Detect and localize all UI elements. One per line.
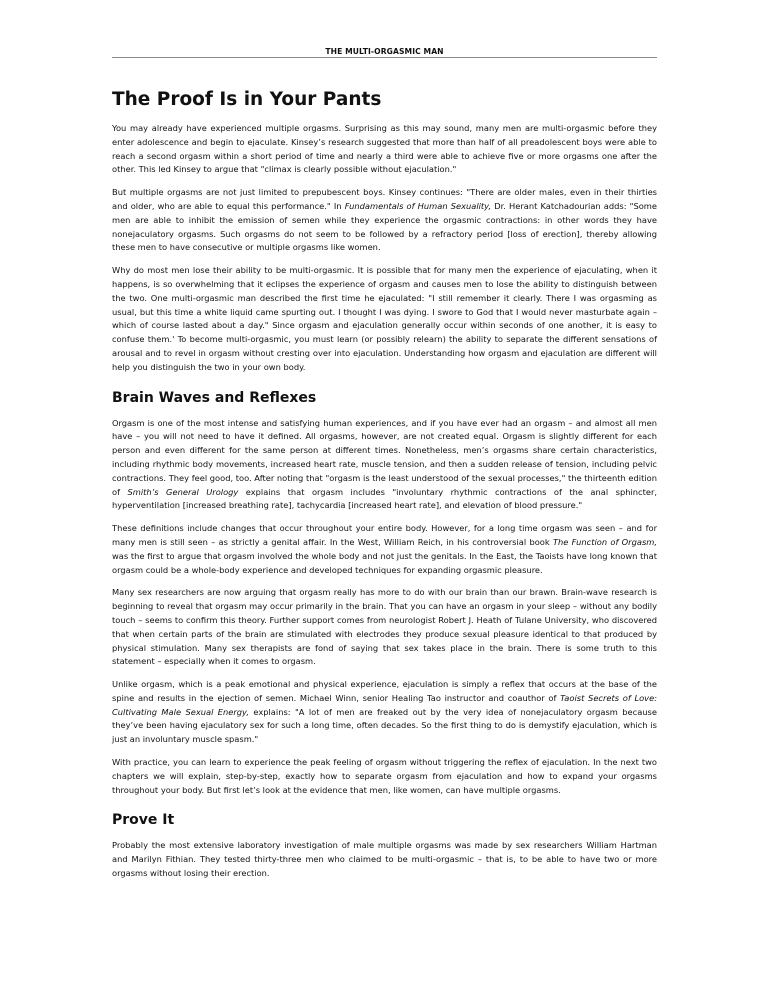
paragraph-text: Unlike orgasm, which is a peak emotional and physical experience, ejaculation is simply a reflex that occurs at the base of the spine and results in the ejection of semen. Michael Winn, senior Healing Tao instructor and coauthor of bbox=[112, 679, 657, 703]
paragraph bbox=[112, 678, 657, 747]
paragraph bbox=[112, 756, 657, 797]
paragraph-text: Why do most men lose their ability to be multi-orgasmic. It is possible that for many men the experience of ejaculating, when it happens, is so overwhelming that it eclipses the experience of orgasm and causes men to lose the ability to distinguish between the two. One multi-orgasmic man described the first time he ejaculated: "I still remember it clearly. There I was orgasming as usual, but this time a white liquid came spurting out. I thought I was dying. I swore to God that I would never masturbate again – which of course lasted about a day." Since orgasm and ejaculation generally occur within seconds of one another, it is easy to confuse them.' To become multi-orgasmic, you must learn (or possibly relearn) the ability to separate the different sensations of arousal and to revel in orgasm without cresting over into ejaculation. Understanding how orgasm and ejaculation are different will help you distinguish the two in your own body. bbox=[112, 265, 657, 372]
paragraph bbox=[112, 586, 657, 669]
page-body bbox=[112, 88, 657, 890]
book-title: Smith’s General Urology bbox=[127, 486, 239, 497]
paragraph bbox=[112, 522, 657, 577]
section-heading-prove-it: Prove It bbox=[112, 812, 175, 829]
paragraph-text: explains: "A lot of men are freaked out by the very idea of nonejaculatory orgasm because they’ve been having ejaculatory sex for such a long time, often decades. So the first thing to do is demystify ejaculation, which is just an involuntary muscle spasm." bbox=[112, 706, 657, 745]
paragraph-text: But multiple orgasms are not just limited to prepubescent boys. Kinsey continues: "There are older males, even in their thirties and older, who are able to equal this performance." In bbox=[112, 187, 657, 211]
book-title: The Function of Orgasm, bbox=[552, 536, 657, 547]
paragraph-text: You may already have experienced multiple orgasms. Surprising as this may sound, many men are multi-orgasmic before they enter adolescence and begin to ejaculate. Kinsey’s research suggested that more than half of all preadolescent boys were able to reach a second orgasm within a short period of time and nearly a third were able to achieve five or more orgasms one after the other. This led Kinsey to argue that "climax is clearly possible without ejaculation." bbox=[112, 123, 657, 175]
header-rule bbox=[112, 57, 657, 58]
paragraph-text: Orgasm is one of the most intense and satisfying human experiences, and if you have ever had an orgasm – and almost all men have – you will not need to have it defined. All orgasms, however, are not created equal. Orgasm is slightly different for each person and even different for the same person at different times. Nonetheless, men’s orgasms share certain characteristics, including rhythmic body movements, increased heart rate, muscle tension, and then a sudden release of tension, including pelvic contractions. They feel good, too. After noting that "orgasm is the least understood of the sexual processes," the thirteenth edition of bbox=[112, 417, 657, 497]
paragraph-text: Many sex researchers are now arguing that orgasm really has more to do with our brain than our brawn. Brain-wave research is beginning to reveal that orgasm may occur primarily in the brain. That you can have an orgasm in your sleep – without any bodily touch – seems to confirm this theory. Further support comes from neurologist Robert J. Heath of Tulane University, who discovered that when certain parts of the brain are stimulated with electrodes they produce sexual pleasure identical to that produced by physical stimulation. Many sex therapists are fond of saying that sex takes place in the brain. There is some truth to this statement – especially when it comes to orgasm. bbox=[112, 587, 657, 667]
paragraph bbox=[112, 186, 657, 255]
paragraph-text: Dr. Herant Katchadourian adds: "Some men are able to inhibit the emission of semen while they experience the orgasmic contractions: in other words they have nonejaculatory orgasms. Such orgasms do not seem to be followed by a refractory period [loss of erection], thereby allowing these men to have consecutive or multiple orgasms like women. bbox=[112, 200, 657, 253]
section-heading-brain-waves: Brain Waves and Reflexes bbox=[112, 389, 317, 406]
paragraph-text: was the first to argue that orgasm involved the whole body and not just the genitals. In the East, the Taoists have long known that orgasm could be a whole-body experience and developed techniques for expanding orgasmic pleasure. bbox=[112, 550, 657, 575]
running-head: THE MULTI-ORGASMIC MAN bbox=[325, 47, 444, 56]
paragraph bbox=[112, 264, 657, 374]
book-title: Taoist Secrets of Love: Cultivating Male Sexual Energy, bbox=[112, 692, 657, 717]
paragraph-text: These definitions include changes that occur throughout your entire body. However, for a long time orgasm was seen – and for many men is still seen – as strictly a genital affair. In the West, William Reich, in his controversial book bbox=[112, 523, 657, 547]
paragraph-text: With practice, you can learn to experience the peak feeling of orgasm without triggering the reflex of ejaculation. In the next two chapters we will explain, step-by-step, exactly how to separate orgasm from ejaculation and how to expand your orgasms throughout your body. But first let’s look at the evidence that men, like women, can have multiple orgasms. bbox=[112, 757, 657, 795]
paragraph-text: Probably the most extensive laboratory investigation of male multiple orgasms was made by sex researchers William Hartman and Marilyn Fithian. They tested thirty-three men who claimed to be multi-orgasmic – that is, to be able to have two or more orgasms without losing their erection. bbox=[112, 840, 657, 879]
paragraph bbox=[112, 417, 657, 514]
paragraph-text: explains that orgasm includes "involuntary rhythmic contractions of the anal sphincter, hyperventilation [increased breathing rate], tachycardia [increased heart rate], and elevation of blood pressure." bbox=[112, 486, 658, 511]
section-heading-proof: The Proof Is in Your Pants bbox=[112, 89, 382, 110]
paragraph bbox=[112, 122, 657, 177]
book-title: Fundamentals of Human Sexuality, bbox=[344, 200, 492, 211]
paragraph bbox=[112, 839, 657, 880]
